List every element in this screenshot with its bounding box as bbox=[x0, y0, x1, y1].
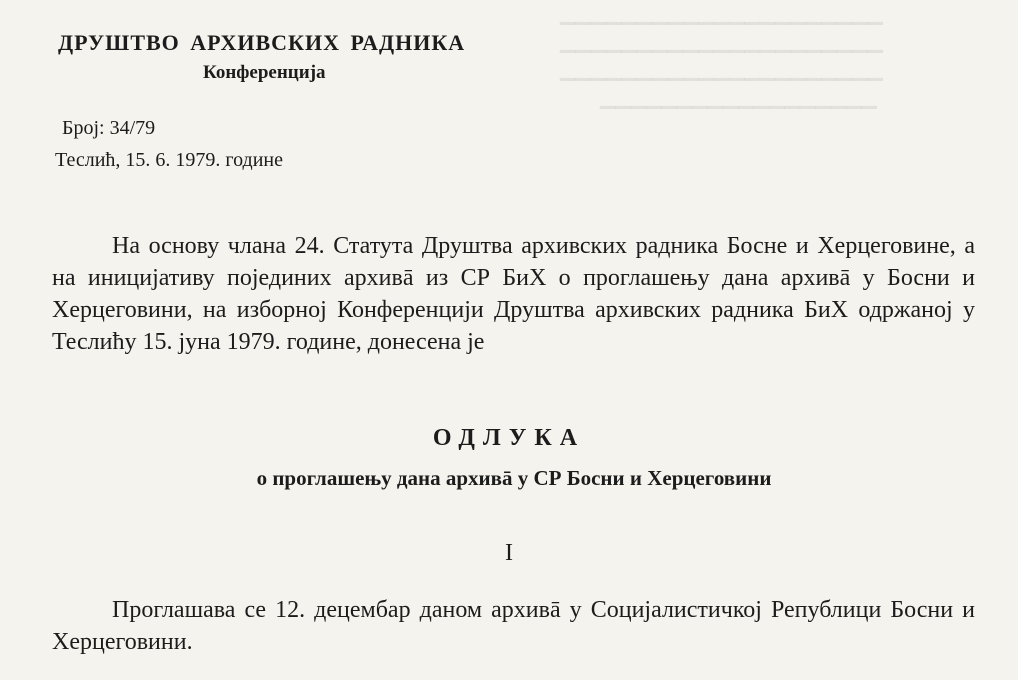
reference-number: Број: 34/79 bbox=[62, 117, 156, 139]
decision-title: ОДЛУКА bbox=[432, 425, 586, 451]
section-numeral: I bbox=[505, 540, 513, 566]
place-and-date: Теслић, 15. 6. 1979. године bbox=[55, 149, 283, 171]
decision-subtitle: о проглашењу дана архивā у СР Босни и Херцеговини bbox=[256, 466, 772, 490]
conference-label: Конференција bbox=[203, 62, 326, 83]
section-text: Проглашава се 12. децембар даном архивā у Социјалистичкој Републици Босни и Херцеговини. bbox=[52, 597, 975, 655]
bleed-through-texture: ▁▁▁▁▁▁▁▁▁▁▁▁▁▁▁▁▁▁▁▁▁ bbox=[560, 59, 883, 81]
bleed-through-texture: ▁▁▁▁▁▁▁▁▁▁▁▁▁▁▁▁▁▁▁▁▁ bbox=[560, 3, 883, 25]
organization-name: ДРУШТВО АРХИВСКИХ РАДНИКА bbox=[58, 30, 466, 55]
bleed-through-texture: ▁▁▁▁▁▁▁▁▁▁▁▁▁▁▁▁▁▁▁▁▁ bbox=[560, 31, 883, 53]
bleed-through-texture: ▁▁▁▁▁▁▁▁▁▁▁▁▁▁▁▁▁▁ bbox=[600, 87, 877, 109]
intro-paragraph: На основу члана 24. Статута Друштва архивских радника Босне и Херцеговине, а на иницијативу појединих архивā из СР БиХ о проглашењу дана архивā у Босни и Херцеговини, на изборној Конференцији Друштва архивских радника БиХ одржаној у Теслићу 15. јуна 1979. године, донесена је bbox=[52, 233, 975, 355]
